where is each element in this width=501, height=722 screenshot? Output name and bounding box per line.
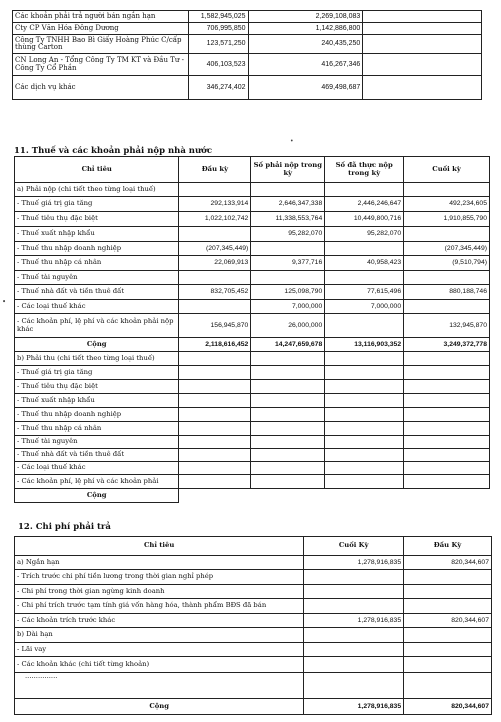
- row-label: - Thuế thu nhập cá nhân: [15, 422, 179, 436]
- start-total: 820,344,607: [404, 699, 492, 715]
- table-row: [15, 227, 490, 242]
- start-value: [179, 271, 251, 285]
- start-value: 706,995,850: [188, 23, 248, 35]
- payable-value: 9,377,716: [251, 256, 325, 271]
- paid-value: [325, 242, 404, 256]
- row-label: - Thuế tài nguyên: [15, 271, 179, 285]
- start-value: 1,582,945,025: [188, 11, 248, 23]
- paid-value: 10,449,800,716: [325, 212, 404, 227]
- column-header: Đầu Kỳ: [404, 537, 492, 556]
- payable-value: 125,098,790: [251, 285, 325, 300]
- table-row: [15, 422, 490, 436]
- row-label: - Thuế giá trị gia tăng: [15, 197, 179, 212]
- end-value: 240,435,250: [248, 35, 363, 54]
- paid-value: 77,615,496: [325, 285, 404, 300]
- end-value: [304, 570, 404, 585]
- start-value: [404, 599, 492, 614]
- row-label: - Các khoản trích trước khác: [15, 614, 304, 628]
- paid-value: [325, 271, 404, 285]
- row-label: - Các loại thuế khác: [15, 462, 179, 475]
- table-row: [15, 657, 492, 673]
- group-label: b) Phải thu (chi tiết theo từng loại thuế): [15, 352, 179, 366]
- start-value: 820,344,607: [404, 614, 492, 628]
- table-row: [15, 436, 490, 449]
- start-value: [404, 570, 492, 585]
- row-label: Công Ty TNHH Bao Bì Giấy Hoàng Phúc C/cấp thùng Carton: [13, 35, 189, 54]
- row-label: b) Dài hạn: [15, 628, 304, 643]
- end-total: 3,249,372,778: [404, 338, 490, 352]
- paid-total: 13,116,903,352: [325, 338, 404, 352]
- start-value: [179, 227, 251, 242]
- table-row: [15, 462, 490, 475]
- payable-value: 7,000,000: [251, 300, 325, 314]
- row-label: - Thuế thu nhập cá nhân: [15, 256, 179, 271]
- table-row: [15, 271, 490, 285]
- start-value: [404, 673, 492, 699]
- row-label: - Các loại thuế khác: [15, 300, 179, 314]
- start-value: 346,274,402: [188, 76, 248, 100]
- start-value: [404, 643, 492, 657]
- row-label: - Các khoản khác (chi tiết từng khoản): [15, 657, 304, 673]
- table-header-row: [15, 537, 492, 556]
- table-row: [15, 366, 490, 380]
- end-value: [304, 643, 404, 657]
- table-row: [13, 23, 482, 35]
- paid-value: [325, 314, 404, 338]
- row-label: - Thuế nhà đất và tiền thuê đất: [15, 285, 179, 300]
- end-value: [304, 585, 404, 599]
- start-total: 2,118,616,452: [179, 338, 251, 352]
- row-label: a) Ngắn hạn: [15, 556, 304, 570]
- table-row: [15, 643, 492, 657]
- end-total: 1,278,916,835: [304, 699, 404, 715]
- start-value: 832,705,452: [179, 285, 251, 300]
- table-row: [15, 408, 490, 422]
- start-value: 1,022,102,742: [179, 212, 251, 227]
- start-value: [179, 300, 251, 314]
- end-value: 1,278,916,835: [304, 614, 404, 628]
- total-row: [15, 489, 490, 503]
- total-label: Cộng: [15, 699, 304, 715]
- group-label: a) Phải nộp (chi tiết theo từng loại thuế): [15, 183, 179, 197]
- scan-speck: •: [290, 138, 294, 145]
- column-header: Số đã thực nộp trong kỳ: [325, 157, 404, 183]
- payable-value: [251, 271, 325, 285]
- end-value: 1,278,916,835: [304, 556, 404, 570]
- end-value: [404, 300, 490, 314]
- table-row: [13, 35, 482, 54]
- start-value: 156,945,870: [179, 314, 251, 338]
- row-label: - Các khoản phí, lệ phí và các khoản phải nộp khác: [15, 314, 179, 338]
- section-title: 12. Chi phí phải trả: [18, 522, 111, 532]
- table-header-row: [15, 157, 490, 183]
- table-row: [13, 54, 482, 76]
- scan-speck: •: [2, 298, 7, 306]
- section-title: 11. Thuế và các khoản phải nộp nhà nước: [14, 146, 213, 156]
- start-value: [404, 585, 492, 599]
- end-value: [404, 271, 490, 285]
- row-label: - Thuế xuất nhập khẩu: [15, 227, 179, 242]
- row-label: - Lãi vay: [15, 643, 304, 657]
- end-value: 416,267,346: [248, 54, 363, 76]
- accrued-expenses-table: [14, 536, 492, 715]
- table-row: [15, 475, 490, 489]
- column-header: Chỉ tiêu: [15, 157, 179, 183]
- column-header: Số phải nộp trong kỳ: [251, 157, 325, 183]
- payable-value: [251, 242, 325, 256]
- table-row: [13, 11, 482, 23]
- payable-value: 2,646,347,338: [251, 197, 325, 212]
- total-row: [15, 699, 492, 715]
- row-label: ...............: [15, 673, 304, 699]
- row-label: - Thuế nhà đất và tiền thuê đất: [15, 449, 179, 462]
- table-row: [15, 242, 490, 256]
- end-value: [304, 673, 404, 699]
- end-value: [304, 657, 404, 673]
- table-row: [13, 76, 482, 100]
- row-label: Các dịch vụ khác: [13, 76, 189, 100]
- table-row: [15, 673, 492, 699]
- start-value: 820,344,607: [404, 556, 492, 570]
- row-label: Các khoản phải trả người bán ngắn hạn: [13, 11, 189, 23]
- end-value: 2,269,108,083: [248, 11, 363, 23]
- row-label: - Thuế thu nhập doanh nghiệp: [15, 242, 179, 256]
- row-label: - Thuế xuất nhập khẩu: [15, 394, 179, 408]
- total-label: Cộng: [15, 489, 179, 503]
- start-value: 292,133,914: [179, 197, 251, 212]
- start-value: 22,069,913: [179, 256, 251, 271]
- row-label: - Thuế thu nhập doanh nghiệp: [15, 408, 179, 422]
- payables-table: [12, 10, 482, 100]
- end-value: 469,498,687: [248, 76, 363, 100]
- column-header: Chỉ tiêu: [15, 537, 304, 556]
- end-value: (9,510,794): [404, 256, 490, 271]
- table-row: [15, 285, 490, 300]
- table-row: [15, 314, 490, 338]
- row-label: - Thuế tiêu thụ đặc biệt: [15, 380, 179, 394]
- payable-value: 11,338,553,764: [251, 212, 325, 227]
- table-row: [15, 300, 490, 314]
- paid-value: 2,446,246,647: [325, 197, 404, 212]
- row-label: - Chi phí trích trước tạm tính giá vốn hàng hóa, thành phẩm BĐS đã bán: [15, 599, 304, 614]
- paid-value: 7,000,000: [325, 300, 404, 314]
- group-row: [15, 183, 490, 197]
- table-row: [15, 570, 492, 585]
- table-row: [15, 256, 490, 271]
- table-row: [15, 628, 492, 643]
- table-row: [15, 380, 490, 394]
- row-label: Cty CP Văn Hóa Đông Dương: [13, 23, 189, 35]
- payable-value: 95,282,070: [251, 227, 325, 242]
- end-value: [304, 628, 404, 643]
- column-header: Cuối Kỳ: [304, 537, 404, 556]
- table-row: [15, 449, 490, 462]
- table-row: [15, 614, 492, 628]
- column-header: Cuối kỳ: [404, 157, 490, 183]
- total-row: [15, 338, 490, 352]
- table-row: [15, 394, 490, 408]
- row-label: - Thuế tiêu thụ đặc biệt: [15, 212, 179, 227]
- group-row: [15, 352, 490, 366]
- paid-value: 95,282,070: [325, 227, 404, 242]
- row-label: - Chi phí trong thời gian ngừng kinh doanh: [15, 585, 304, 599]
- start-value: 406,103,523: [188, 54, 248, 76]
- end-value: [404, 227, 490, 242]
- table-row: [15, 585, 492, 599]
- total-label: Cộng: [15, 338, 179, 352]
- column-header: Đầu kỳ: [179, 157, 251, 183]
- row-label: CN Long An - Tổng Công Ty TM KT và Đầu Tư - Công Ty Cổ Phần: [13, 54, 189, 76]
- payable-total: 14,247,659,678: [251, 338, 325, 352]
- end-value: [304, 599, 404, 614]
- end-value: 132,945,870: [404, 314, 490, 338]
- payable-value: 26,000,000: [251, 314, 325, 338]
- end-value: 880,188,746: [404, 285, 490, 300]
- table-row: [15, 212, 490, 227]
- end-value: 492,234,605: [404, 197, 490, 212]
- paid-value: 40,958,423: [325, 256, 404, 271]
- end-value: 1,910,855,790: [404, 212, 490, 227]
- end-value: (207,345,449): [404, 242, 490, 256]
- row-label: - Thuế giá trị gia tăng: [15, 366, 179, 380]
- row-label: - Thuế tài nguyên: [15, 436, 179, 449]
- start-value: (207,345,449): [179, 242, 251, 256]
- start-value: [404, 657, 492, 673]
- row-label: - Trích trước chi phí tiền lương trong thời gian nghỉ phép: [15, 570, 304, 585]
- start-value: 123,571,250: [188, 35, 248, 54]
- table-row: [15, 599, 492, 614]
- row-label: - Các khoản phí, lệ phí và các khoản phải: [15, 475, 179, 489]
- start-value: [404, 628, 492, 643]
- table-row: [15, 556, 492, 570]
- tax-table: [14, 156, 490, 503]
- end-value: 1,142,886,800: [248, 23, 363, 35]
- table-row: [15, 197, 490, 212]
